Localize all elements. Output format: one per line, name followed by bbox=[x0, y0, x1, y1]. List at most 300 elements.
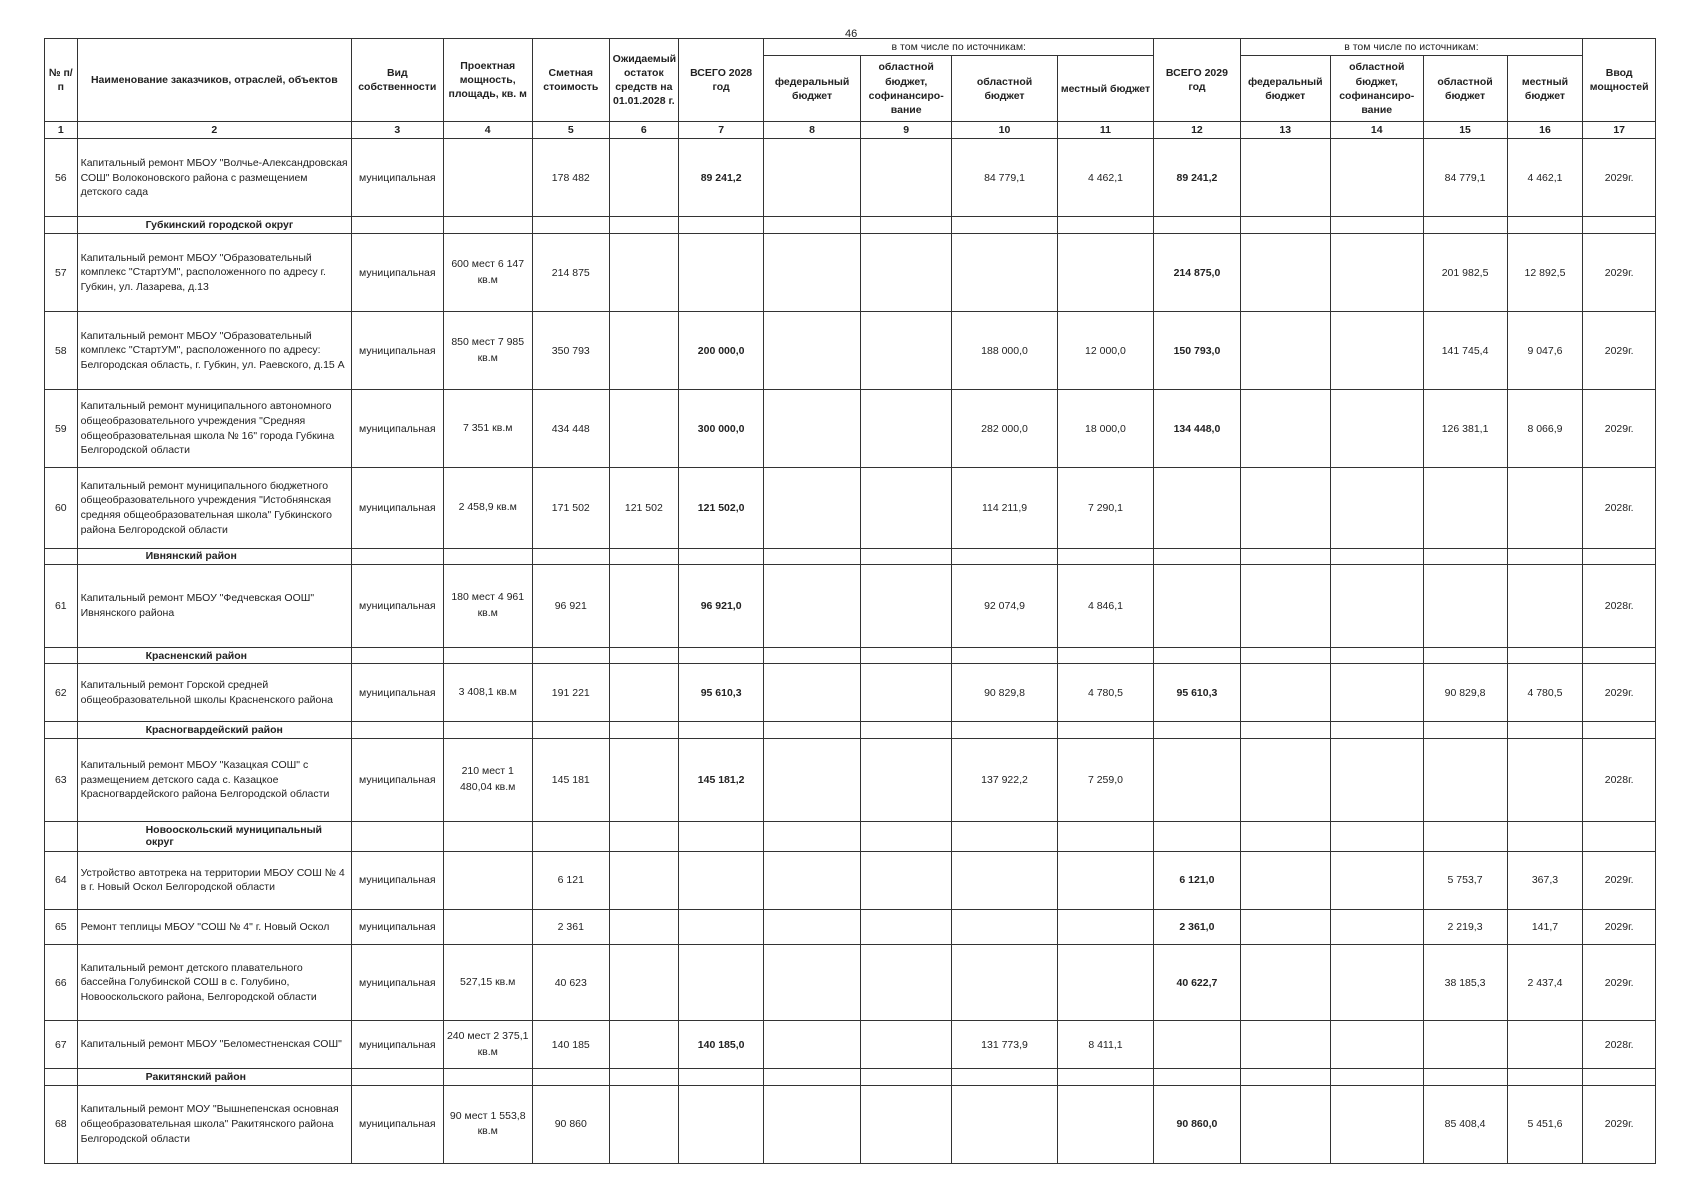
remainder bbox=[609, 945, 678, 1021]
remainder bbox=[609, 390, 678, 468]
empty-cell bbox=[1240, 1069, 1330, 1086]
remainder bbox=[609, 1085, 678, 1163]
section-row bbox=[45, 217, 1656, 234]
federal-2028 bbox=[764, 468, 861, 548]
empty-cell bbox=[1583, 1069, 1656, 1086]
regional-2029: 5 753,7 bbox=[1423, 851, 1507, 909]
federal-2029 bbox=[1240, 139, 1330, 217]
column-number: 1 bbox=[45, 122, 78, 139]
federal-2029 bbox=[1240, 909, 1330, 945]
capacity bbox=[443, 139, 532, 217]
regional-2028: 90 829,8 bbox=[952, 664, 1057, 722]
empty-cell bbox=[1423, 722, 1507, 739]
empty-cell bbox=[952, 722, 1057, 739]
ownership: муниципальная bbox=[352, 312, 443, 390]
empty-cell bbox=[609, 1069, 678, 1086]
empty-cell bbox=[764, 1069, 861, 1086]
empty-cell bbox=[609, 722, 678, 739]
local-2028: 4 780,5 bbox=[1057, 664, 1154, 722]
total-2028: 95 610,3 bbox=[679, 664, 764, 722]
empty-cell bbox=[1240, 821, 1330, 851]
federal-2029 bbox=[1240, 234, 1330, 312]
empty-cell bbox=[1057, 647, 1154, 664]
empty-cell bbox=[679, 722, 764, 739]
cofinancing-2028 bbox=[860, 945, 951, 1021]
federal-2028 bbox=[764, 909, 861, 945]
local-2029: 8 066,9 bbox=[1507, 390, 1583, 468]
capacity: 600 мест 6 147 кв.м bbox=[443, 234, 532, 312]
total-2029: 89 241,2 bbox=[1154, 139, 1240, 217]
total-2028 bbox=[679, 234, 764, 312]
remainder bbox=[609, 234, 678, 312]
federal-2028 bbox=[764, 945, 861, 1021]
empty-cell bbox=[352, 722, 443, 739]
empty-cell bbox=[1583, 722, 1656, 739]
empty-cell bbox=[1240, 217, 1330, 234]
capacity bbox=[443, 851, 532, 909]
federal-2028 bbox=[764, 312, 861, 390]
regional-2028: 137 922,2 bbox=[952, 739, 1057, 822]
ownership: муниципальная bbox=[352, 234, 443, 312]
estimate-cost: 90 860 bbox=[532, 1085, 609, 1163]
federal-2028 bbox=[764, 234, 861, 312]
row-number: 61 bbox=[45, 565, 78, 648]
object-name: Капитальный ремонт МБОУ "Беломестненская СОШ" bbox=[77, 1021, 351, 1069]
local-2029: 4 780,5 bbox=[1507, 664, 1583, 722]
empty-cell bbox=[679, 1069, 764, 1086]
cofinancing-2028 bbox=[860, 1021, 951, 1069]
commissioning-year: 2028г. bbox=[1583, 1021, 1656, 1069]
local-2029: 12 892,5 bbox=[1507, 234, 1583, 312]
empty-cell bbox=[764, 821, 861, 851]
empty-cell bbox=[860, 548, 951, 565]
section-spacer bbox=[45, 722, 78, 739]
regional-2029: 90 829,8 bbox=[1423, 664, 1507, 722]
column-number: 7 bbox=[679, 122, 764, 139]
local-2028 bbox=[1057, 1085, 1154, 1163]
commissioning-year: 2029г. bbox=[1583, 312, 1656, 390]
regional-2029 bbox=[1423, 1021, 1507, 1069]
empty-cell bbox=[1240, 647, 1330, 664]
local-2029: 9 047,6 bbox=[1507, 312, 1583, 390]
cofinancing-2028 bbox=[860, 909, 951, 945]
cofinancing-2029 bbox=[1330, 664, 1423, 722]
commissioning-year: 2029г. bbox=[1583, 139, 1656, 217]
cofinancing-2029 bbox=[1330, 1021, 1423, 1069]
cofinancing-2029 bbox=[1330, 468, 1423, 548]
empty-cell bbox=[443, 722, 532, 739]
local-2029 bbox=[1507, 739, 1583, 822]
estimate-cost: 434 448 bbox=[532, 390, 609, 468]
row-number: 62 bbox=[45, 664, 78, 722]
row-number: 64 bbox=[45, 851, 78, 909]
section-spacer bbox=[45, 217, 78, 234]
local-2029: 367,3 bbox=[1507, 851, 1583, 909]
empty-cell bbox=[860, 217, 951, 234]
empty-cell bbox=[443, 217, 532, 234]
object-name: Капитальный ремонт детского плавательного бассейна Голубинской СОШ в с. Голубино, Новооскольского района, Белгородской области bbox=[77, 945, 351, 1021]
section-row bbox=[45, 548, 1656, 565]
section-spacer bbox=[45, 548, 78, 565]
empty-cell bbox=[1423, 647, 1507, 664]
ownership: муниципальная bbox=[352, 664, 443, 722]
column-number: 11 bbox=[1057, 122, 1154, 139]
header-total-2028: ВСЕГО 2028 год bbox=[679, 39, 764, 122]
local-2029: 4 462,1 bbox=[1507, 139, 1583, 217]
local-2028 bbox=[1057, 909, 1154, 945]
header-federal-2028: федеральный бюджет bbox=[764, 56, 861, 122]
empty-cell bbox=[860, 722, 951, 739]
cofinancing-2028 bbox=[860, 1085, 951, 1163]
cofinancing-2028 bbox=[860, 234, 951, 312]
local-2029: 5 451,6 bbox=[1507, 1085, 1583, 1163]
section-row bbox=[45, 647, 1656, 664]
header-sources-2029: в том числе по источникам: bbox=[1240, 39, 1583, 56]
empty-cell bbox=[1154, 722, 1240, 739]
table-row bbox=[45, 1085, 1656, 1163]
total-2029: 6 121,0 bbox=[1154, 851, 1240, 909]
column-number: 16 bbox=[1507, 122, 1583, 139]
remainder bbox=[609, 1021, 678, 1069]
capacity: 240 мест 2 375,1 кв.м bbox=[443, 1021, 532, 1069]
local-2029 bbox=[1507, 468, 1583, 548]
empty-cell bbox=[1507, 217, 1583, 234]
empty-cell bbox=[952, 217, 1057, 234]
federal-2029 bbox=[1240, 945, 1330, 1021]
empty-cell bbox=[1057, 1069, 1154, 1086]
remainder bbox=[609, 851, 678, 909]
object-name: Ремонт теплицы МБОУ "СОШ № 4" г. Новый Оскол bbox=[77, 909, 351, 945]
total-2028: 89 241,2 bbox=[679, 139, 764, 217]
total-2029 bbox=[1154, 468, 1240, 548]
empty-cell bbox=[1154, 821, 1240, 851]
header-ownership: Вид собственности bbox=[352, 39, 443, 122]
estimate-cost: 96 921 bbox=[532, 565, 609, 648]
local-2029: 2 437,4 bbox=[1507, 945, 1583, 1021]
cofinancing-2028 bbox=[860, 565, 951, 648]
empty-cell bbox=[1240, 548, 1330, 565]
total-2029: 134 448,0 bbox=[1154, 390, 1240, 468]
ownership: муниципальная bbox=[352, 739, 443, 822]
section-row bbox=[45, 1069, 1656, 1086]
total-2028: 145 181,2 bbox=[679, 739, 764, 822]
total-2028: 121 502,0 bbox=[679, 468, 764, 548]
object-name: Капитальный ремонт Горской средней общеобразовательной школы Красненского района bbox=[77, 664, 351, 722]
empty-cell bbox=[443, 1069, 532, 1086]
federal-2028 bbox=[764, 664, 861, 722]
empty-cell bbox=[1423, 821, 1507, 851]
estimate-cost: 214 875 bbox=[532, 234, 609, 312]
cofinancing-2028 bbox=[860, 390, 951, 468]
object-name: Капитальный ремонт муниципального автономного общеобразовательного учреждения "Средняя общеобразовательная школа № 16" города Губкина Белгородской области bbox=[77, 390, 351, 468]
empty-cell bbox=[1057, 217, 1154, 234]
total-2028: 140 185,0 bbox=[679, 1021, 764, 1069]
table-row bbox=[45, 312, 1656, 390]
cofinancing-2029 bbox=[1330, 312, 1423, 390]
column-number: 12 bbox=[1154, 122, 1240, 139]
empty-cell bbox=[443, 548, 532, 565]
remainder bbox=[609, 739, 678, 822]
empty-cell bbox=[952, 1069, 1057, 1086]
regional-2029 bbox=[1423, 565, 1507, 648]
header-capacity: Проектная мощность, площадь, кв. м bbox=[443, 39, 532, 122]
empty-cell bbox=[532, 647, 609, 664]
empty-cell bbox=[352, 821, 443, 851]
row-number: 65 bbox=[45, 909, 78, 945]
local-2028: 8 411,1 bbox=[1057, 1021, 1154, 1069]
empty-cell bbox=[352, 1069, 443, 1086]
total-2029: 2 361,0 bbox=[1154, 909, 1240, 945]
table-row bbox=[45, 664, 1656, 722]
section-spacer bbox=[45, 821, 78, 851]
remainder bbox=[609, 312, 678, 390]
empty-cell bbox=[1583, 821, 1656, 851]
capacity: 90 мест 1 553,8 кв.м bbox=[443, 1085, 532, 1163]
object-name: Капитальный ремонт МБОУ "Федчевская ООШ" Ивнянского района bbox=[77, 565, 351, 648]
header-estimate: Сметная стоимость bbox=[532, 39, 609, 122]
cofinancing-2029 bbox=[1330, 851, 1423, 909]
federal-2028 bbox=[764, 139, 861, 217]
federal-2029 bbox=[1240, 565, 1330, 648]
cofinancing-2028 bbox=[860, 312, 951, 390]
regional-2029: 38 185,3 bbox=[1423, 945, 1507, 1021]
table-row bbox=[45, 739, 1656, 822]
regional-2029: 126 381,1 bbox=[1423, 390, 1507, 468]
total-2029 bbox=[1154, 1021, 1240, 1069]
object-name: Устройство автотрека на территории МБОУ СОШ № 4 в г. Новый Оскол Белгородской области bbox=[77, 851, 351, 909]
empty-cell bbox=[1507, 548, 1583, 565]
ownership: муниципальная bbox=[352, 139, 443, 217]
empty-cell bbox=[1423, 1069, 1507, 1086]
total-2028 bbox=[679, 909, 764, 945]
ownership: муниципальная bbox=[352, 565, 443, 648]
cofinancing-2029 bbox=[1330, 945, 1423, 1021]
column-number: 8 bbox=[764, 122, 861, 139]
empty-cell bbox=[1057, 821, 1154, 851]
empty-cell bbox=[443, 647, 532, 664]
regional-2028: 131 773,9 bbox=[952, 1021, 1057, 1069]
local-2028: 18 000,0 bbox=[1057, 390, 1154, 468]
ownership: муниципальная bbox=[352, 945, 443, 1021]
capacity: 3 408,1 кв.м bbox=[443, 664, 532, 722]
ownership: муниципальная bbox=[352, 909, 443, 945]
table-row bbox=[45, 909, 1656, 945]
empty-cell bbox=[1423, 217, 1507, 234]
empty-cell bbox=[1330, 722, 1423, 739]
empty-cell bbox=[532, 217, 609, 234]
investment-table bbox=[44, 38, 1656, 1164]
cofinancing-2028 bbox=[860, 851, 951, 909]
commissioning-year: 2029г. bbox=[1583, 909, 1656, 945]
empty-cell bbox=[1330, 1069, 1423, 1086]
total-2029: 214 875,0 bbox=[1154, 234, 1240, 312]
commissioning-year: 2029г. bbox=[1583, 664, 1656, 722]
row-number: 56 bbox=[45, 139, 78, 217]
local-2028 bbox=[1057, 234, 1154, 312]
column-number: 2 bbox=[77, 122, 351, 139]
table-row bbox=[45, 139, 1656, 217]
empty-cell bbox=[609, 548, 678, 565]
column-number: 10 bbox=[952, 122, 1057, 139]
capacity: 7 351 кв.м bbox=[443, 390, 532, 468]
local-2028: 12 000,0 bbox=[1057, 312, 1154, 390]
regional-2028: 188 000,0 bbox=[952, 312, 1057, 390]
header-name: Наименование заказчиков, отраслей, объектов bbox=[77, 39, 351, 122]
federal-2029 bbox=[1240, 851, 1330, 909]
section-row bbox=[45, 722, 1656, 739]
total-2029: 90 860,0 bbox=[1154, 1085, 1240, 1163]
ownership: муниципальная bbox=[352, 390, 443, 468]
empty-cell bbox=[1057, 548, 1154, 565]
regional-2029: 85 408,4 bbox=[1423, 1085, 1507, 1163]
estimate-cost: 145 181 bbox=[532, 739, 609, 822]
row-number: 57 bbox=[45, 234, 78, 312]
column-number: 9 bbox=[860, 122, 951, 139]
header-local-2029: местный бюджет bbox=[1507, 56, 1583, 122]
empty-cell bbox=[952, 548, 1057, 565]
empty-cell bbox=[1507, 821, 1583, 851]
local-2028 bbox=[1057, 945, 1154, 1021]
empty-cell bbox=[679, 548, 764, 565]
empty-cell bbox=[1057, 722, 1154, 739]
cofinancing-2029 bbox=[1330, 739, 1423, 822]
local-2028: 7 259,0 bbox=[1057, 739, 1154, 822]
cofinancing-2028 bbox=[860, 664, 951, 722]
header-local-2028: местный бюджет bbox=[1057, 56, 1154, 122]
empty-cell bbox=[952, 821, 1057, 851]
total-2028: 96 921,0 bbox=[679, 565, 764, 648]
estimate-cost: 191 221 bbox=[532, 664, 609, 722]
local-2028: 7 290,1 bbox=[1057, 468, 1154, 548]
federal-2028 bbox=[764, 565, 861, 648]
empty-cell bbox=[952, 647, 1057, 664]
federal-2029 bbox=[1240, 468, 1330, 548]
capacity: 210 мест 1 480,04 кв.м bbox=[443, 739, 532, 822]
empty-cell bbox=[1154, 1069, 1240, 1086]
object-name: Капитальный ремонт МБОУ "Образовательный комплекс "СтартУМ", расположенного по адресу: Белгородская область, г. Губкин, ул. Раевского, д.15 А bbox=[77, 312, 351, 390]
section-title: Новооскольский муниципальный округ bbox=[77, 821, 351, 851]
column-number: 17 bbox=[1583, 122, 1656, 139]
page-number: 46 bbox=[845, 28, 858, 40]
total-2028 bbox=[679, 945, 764, 1021]
cofinancing-2029 bbox=[1330, 909, 1423, 945]
total-2028: 300 000,0 bbox=[679, 390, 764, 468]
header-number: № п/п bbox=[45, 39, 78, 122]
table-row bbox=[45, 565, 1656, 648]
local-2029: 141,7 bbox=[1507, 909, 1583, 945]
commissioning-year: 2029г. bbox=[1583, 1085, 1656, 1163]
federal-2029 bbox=[1240, 390, 1330, 468]
regional-2029: 141 745,4 bbox=[1423, 312, 1507, 390]
local-2029 bbox=[1507, 565, 1583, 648]
empty-cell bbox=[860, 821, 951, 851]
regional-2028: 92 074,9 bbox=[952, 565, 1057, 648]
ownership: муниципальная bbox=[352, 1085, 443, 1163]
section-spacer bbox=[45, 647, 78, 664]
cofinancing-2028 bbox=[860, 739, 951, 822]
cofinancing-2028 bbox=[860, 139, 951, 217]
section-title: Губкинский городской округ bbox=[77, 217, 351, 234]
column-number: 13 bbox=[1240, 122, 1330, 139]
total-2029: 95 610,3 bbox=[1154, 664, 1240, 722]
header-sources-2028: в том числе по источникам: bbox=[764, 39, 1154, 56]
empty-cell bbox=[532, 821, 609, 851]
remainder: 121 502 bbox=[609, 468, 678, 548]
commissioning-year: 2028г. bbox=[1583, 565, 1656, 648]
header-commissioning: Ввод мощностей bbox=[1583, 39, 1656, 122]
commissioning-year: 2029г. bbox=[1583, 851, 1656, 909]
total-2029: 150 793,0 bbox=[1154, 312, 1240, 390]
cofinancing-2028 bbox=[860, 468, 951, 548]
empty-cell bbox=[764, 722, 861, 739]
estimate-cost: 140 185 bbox=[532, 1021, 609, 1069]
local-2028: 4 462,1 bbox=[1057, 139, 1154, 217]
capacity bbox=[443, 909, 532, 945]
row-number: 68 bbox=[45, 1085, 78, 1163]
header-cofinancing-2028: областной бюджет, софинансиро-вание bbox=[860, 56, 951, 122]
regional-2029: 201 982,5 bbox=[1423, 234, 1507, 312]
row-number: 63 bbox=[45, 739, 78, 822]
empty-cell bbox=[679, 821, 764, 851]
estimate-cost: 178 482 bbox=[532, 139, 609, 217]
row-number: 66 bbox=[45, 945, 78, 1021]
column-number: 4 bbox=[443, 122, 532, 139]
header-regional-2028: областной бюджет bbox=[952, 56, 1057, 122]
local-2028 bbox=[1057, 851, 1154, 909]
row-number: 59 bbox=[45, 390, 78, 468]
empty-cell bbox=[1423, 548, 1507, 565]
empty-cell bbox=[532, 722, 609, 739]
regional-2028 bbox=[952, 945, 1057, 1021]
remainder bbox=[609, 664, 678, 722]
regional-2029 bbox=[1423, 739, 1507, 822]
commissioning-year: 2029г. bbox=[1583, 390, 1656, 468]
commissioning-year: 2028г. bbox=[1583, 739, 1656, 822]
remainder bbox=[609, 139, 678, 217]
federal-2028 bbox=[764, 739, 861, 822]
federal-2029 bbox=[1240, 664, 1330, 722]
header-total-2029: ВСЕГО 2029 год bbox=[1154, 39, 1240, 122]
empty-cell bbox=[860, 1069, 951, 1086]
table-row bbox=[45, 234, 1656, 312]
header-regional-2029: областной бюджет bbox=[1423, 56, 1507, 122]
estimate-cost: 6 121 bbox=[532, 851, 609, 909]
table-row bbox=[45, 1021, 1656, 1069]
column-number: 14 bbox=[1330, 122, 1423, 139]
estimate-cost: 171 502 bbox=[532, 468, 609, 548]
empty-cell bbox=[860, 647, 951, 664]
remainder bbox=[609, 909, 678, 945]
regional-2028 bbox=[952, 851, 1057, 909]
total-2029 bbox=[1154, 739, 1240, 822]
federal-2028 bbox=[764, 390, 861, 468]
empty-cell bbox=[764, 548, 861, 565]
estimate-cost: 350 793 bbox=[532, 312, 609, 390]
commissioning-year: 2029г. bbox=[1583, 945, 1656, 1021]
local-2029 bbox=[1507, 1021, 1583, 1069]
empty-cell bbox=[1507, 647, 1583, 664]
regional-2028: 282 000,0 bbox=[952, 390, 1057, 468]
section-title: Красногвардейский район bbox=[77, 722, 351, 739]
empty-cell bbox=[1330, 548, 1423, 565]
total-2029 bbox=[1154, 565, 1240, 648]
capacity: 2 458,9 кв.м bbox=[443, 468, 532, 548]
object-name: Капитальный ремонт МОУ "Вышнепенская основная общеобразовательная школа" Ракитянского района Белгородской области bbox=[77, 1085, 351, 1163]
table-row bbox=[45, 390, 1656, 468]
header-remainder: Ожидаемый остаток средств на 01.01.2028 г. bbox=[609, 39, 678, 122]
commissioning-year: 2028г. bbox=[1583, 468, 1656, 548]
total-2029: 40 622,7 bbox=[1154, 945, 1240, 1021]
